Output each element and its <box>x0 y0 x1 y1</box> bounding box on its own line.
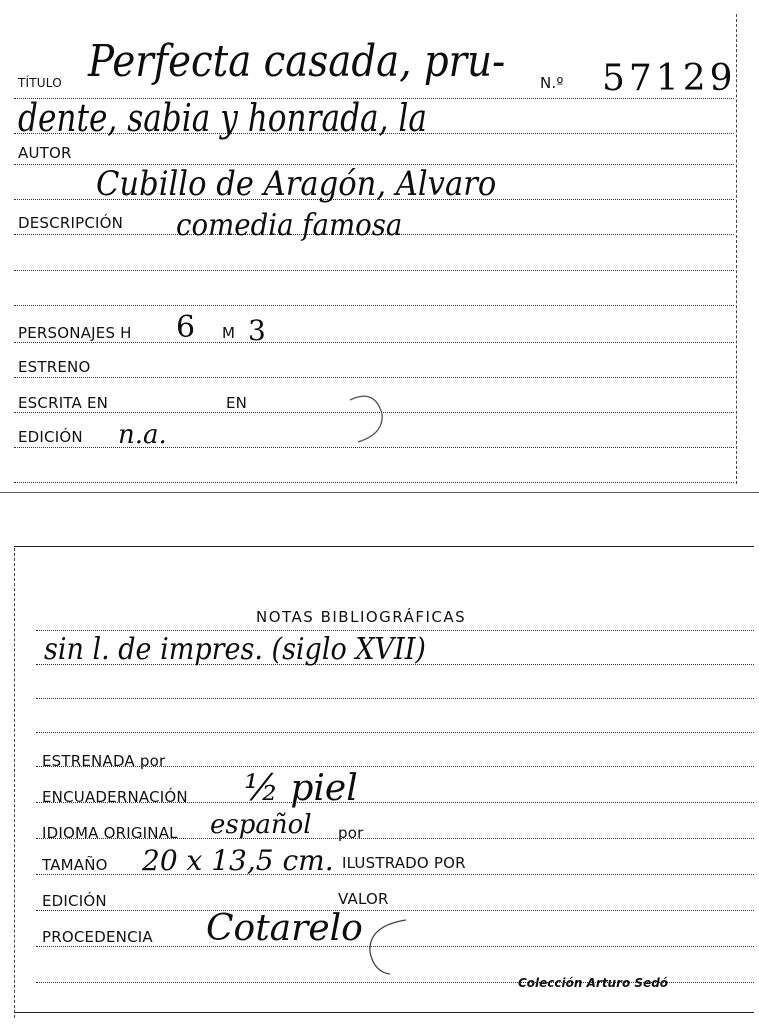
estreno-label: ESTRENO <box>18 358 91 376</box>
ruled-line <box>36 630 754 631</box>
en-label: EN <box>226 394 248 412</box>
ruled-line <box>14 342 734 343</box>
titulo-value-line2: dente, sabia y honrada, la <box>18 96 427 140</box>
ruled-line <box>14 305 734 306</box>
numero-value: 57129 <box>602 58 737 99</box>
ruled-line <box>36 732 754 733</box>
catalog-card-front <box>0 0 759 495</box>
card-separator <box>0 492 759 493</box>
notas-value: sin l. de impres. (siglo XVII) <box>44 632 426 667</box>
titulo-value-line1: Perfecta casada, pru- <box>88 36 506 87</box>
tamano-label: TAMAÑO <box>42 856 108 874</box>
card-bottom-edge <box>14 1012 754 1013</box>
card-top-edge <box>14 546 754 547</box>
escrita-en-label: ESCRITA EN <box>18 394 109 412</box>
personajes-label: PERSONAJES H <box>18 324 132 342</box>
notas-label: NOTAS BIBLIOGRÁFICAS <box>256 608 467 626</box>
procedencia-label: PROCEDENCIA <box>42 928 153 946</box>
punch-hole-mark <box>360 912 420 982</box>
encuadernacion-label: ENCUADERNACIÓN <box>42 788 188 806</box>
descripcion-value: comedia famosa <box>176 208 403 243</box>
edicion-value: n.a. <box>118 420 167 450</box>
procedencia-value: Cotarelo <box>206 908 363 949</box>
card-edge-left <box>14 548 15 1018</box>
coleccion-credit: Colección Arturo Sedó <box>518 976 669 990</box>
titulo-label: TÍTULO <box>18 76 62 90</box>
tamano-value: 20 x 13,5 cm. <box>142 844 334 877</box>
idioma-por-label: por <box>338 824 364 842</box>
ruled-line <box>14 377 734 378</box>
encuadernacion-value: ½ piel <box>244 768 358 809</box>
ruled-line <box>36 698 754 699</box>
personajes-h-value: 6 <box>176 310 196 345</box>
autor-label: AUTOR <box>18 144 72 162</box>
descripcion-label: DESCRIPCIÓN <box>18 214 124 232</box>
numero-label: N.º <box>540 74 564 92</box>
punch-hole-mark <box>330 382 400 452</box>
personajes-m-label: M <box>222 324 236 342</box>
edicion-label: EDICIÓN <box>42 892 107 910</box>
ruled-line <box>36 910 754 911</box>
estrenada-label: ESTRENADA por <box>42 752 166 770</box>
idioma-value: español <box>210 810 312 840</box>
ruled-line <box>14 270 734 271</box>
personajes-m-value: 3 <box>248 314 266 347</box>
ilustrado-label: ILUSTRADO POR <box>342 854 466 872</box>
edicion-label: EDICIÓN <box>18 428 83 446</box>
idioma-label: IDIOMA ORIGINAL <box>42 824 178 842</box>
ruled-line <box>14 482 734 483</box>
catalog-card-back <box>0 540 759 1028</box>
autor-value: Cubillo de Aragón, Alvaro <box>96 164 497 204</box>
valor-label: VALOR <box>338 890 389 908</box>
